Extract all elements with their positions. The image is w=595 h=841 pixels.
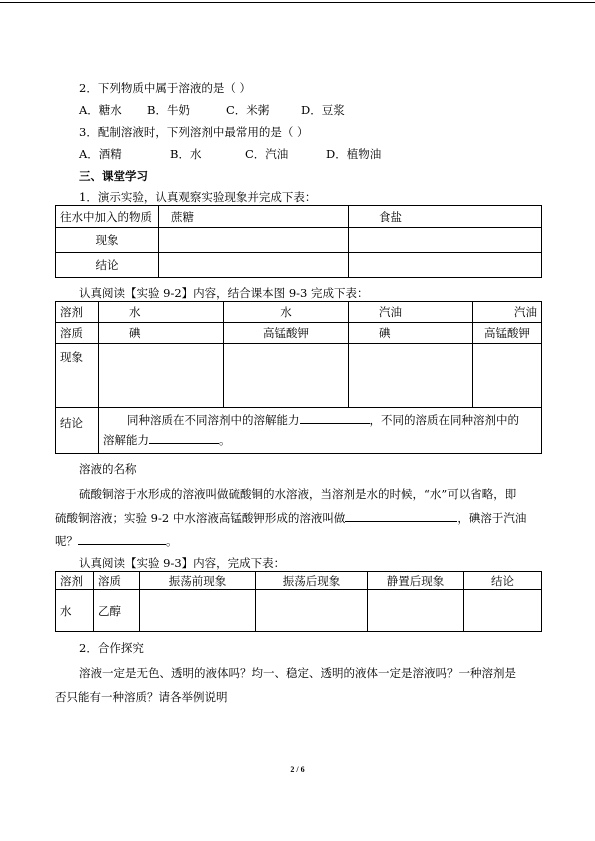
table3-cell[interactable] bbox=[256, 590, 368, 632]
question-3-stem: 3．配制溶液时，下列溶剂中最常用的是（ ） bbox=[79, 125, 309, 139]
table2-conclusion-text-a: 同种溶质在不同溶剂中的溶解能力 bbox=[127, 413, 300, 427]
question-2-option-c: C．米粥 bbox=[226, 103, 270, 117]
table3-cell[interactable] bbox=[464, 590, 542, 632]
table1-cell[interactable] bbox=[159, 253, 349, 278]
table3-header-after: 振荡后现象 bbox=[256, 572, 368, 590]
table1-header-substance: 往水中加入的物质 bbox=[56, 206, 159, 228]
table2-conclusion-label: 结论 bbox=[56, 408, 99, 454]
table3-header-before: 振荡前现象 bbox=[140, 572, 256, 590]
naming-text-d: 。 bbox=[166, 534, 178, 548]
table2-conclusion-text-b: ，不同的溶质在同种溶剂中的 bbox=[369, 413, 519, 427]
table2-solute-label: 溶质 bbox=[56, 323, 99, 344]
table2-cell[interactable] bbox=[349, 344, 473, 408]
header-rule bbox=[0, 2, 595, 3]
cooperation-line-2: 否只能有一种溶质？请各举例说明 bbox=[55, 690, 228, 704]
naming-text-a: 硫酸铜溶液；实验 9-2 中水溶液高锰酸钾形成的溶液叫做 bbox=[55, 511, 346, 525]
question-2-stem: 2．下列物质中属于溶液的是（ ） bbox=[79, 81, 251, 95]
table3-header-solute: 溶质 bbox=[94, 572, 140, 590]
table2-solute-3: 碘 bbox=[349, 323, 473, 344]
table1-cell[interactable] bbox=[349, 253, 542, 278]
table2-cell[interactable] bbox=[99, 344, 224, 408]
blank-3[interactable] bbox=[345, 510, 457, 522]
table2-solute-4: 高锰酸钾 bbox=[473, 323, 542, 344]
question-3-option-d: D．植物油 bbox=[326, 147, 382, 161]
table2-solvent-label: 溶剂 bbox=[56, 302, 99, 323]
table2-solvent-3: 汽油 bbox=[349, 302, 473, 323]
table2-conclusion-end: 。 bbox=[219, 433, 231, 447]
naming-text-b: ，碘溶于汽油 bbox=[457, 511, 527, 525]
table3-header-solvent: 溶剂 bbox=[56, 572, 94, 590]
table1-cell[interactable] bbox=[349, 228, 542, 253]
table3-header-conclusion: 结论 bbox=[464, 572, 542, 590]
section-title: 三、课堂学习 bbox=[79, 169, 148, 183]
table1-row-phenomenon: 现象 bbox=[56, 228, 159, 253]
experiment-9-2-table bbox=[55, 301, 542, 454]
table2-solvent-2: 水 bbox=[224, 302, 349, 323]
table2-solvent-4: 汽油 bbox=[473, 302, 542, 323]
question-2-option-b: B．牛奶 bbox=[147, 103, 190, 117]
table3-header-settled: 静置后现象 bbox=[368, 572, 464, 590]
table1-row-conclusion: 结论 bbox=[56, 253, 159, 278]
task-1-intro: 1．演示实验，认真观察实验现象并完成下表： bbox=[79, 190, 317, 204]
table2-conclusion-text-c: 溶解能力 bbox=[103, 433, 149, 447]
naming-paragraph-line-2 bbox=[55, 510, 526, 525]
read-experiment-9-3: 认真阅读【实验 9-3】内容，完成下表： bbox=[79, 556, 286, 570]
table2-solvent-1: 水 bbox=[99, 302, 224, 323]
blank-4[interactable] bbox=[78, 533, 166, 545]
read-experiment-9-2: 认真阅读【实验 9-2】内容，结合课本图 9-3 完成下表： bbox=[79, 286, 369, 300]
table2-cell[interactable] bbox=[224, 344, 349, 408]
question-3-option-b: B．水 bbox=[170, 147, 202, 161]
table1-cell[interactable] bbox=[159, 228, 349, 253]
page-number: 2 / 6 bbox=[290, 765, 305, 774]
question-3-option-a: A．酒精 bbox=[79, 147, 122, 161]
question-2-option-d: D．豆浆 bbox=[301, 103, 345, 117]
table3-solvent: 水 bbox=[56, 590, 94, 632]
table3-cell[interactable] bbox=[140, 590, 256, 632]
demo-experiment-table bbox=[55, 205, 542, 278]
naming-paragraph-line-3 bbox=[55, 533, 178, 548]
blank-2[interactable] bbox=[149, 432, 219, 444]
table2-phenomenon-label: 现象 bbox=[56, 344, 99, 408]
table3-solute: 乙醇 bbox=[94, 590, 140, 632]
naming-title: 溶液的名称 bbox=[79, 462, 137, 476]
table2-solute-1: 碘 bbox=[99, 323, 224, 344]
table2-solute-2: 高锰酸钾 bbox=[224, 323, 349, 344]
cooperation-line-1: 溶液一定是无色、透明的液体吗？均一、稳定、透明的液体一定是溶液吗？一种溶剂是 bbox=[79, 666, 516, 680]
naming-paragraph-line-1: 硫酸铜溶于水形成的溶液叫做硫酸铜的水溶液，当溶剂是水的时候，“水”可以省略，即 bbox=[79, 487, 517, 501]
table2-cell[interactable] bbox=[473, 344, 542, 408]
question-3-option-c: C．汽油 bbox=[245, 147, 289, 161]
table2-conclusion bbox=[99, 408, 542, 454]
table1-header-sucrose: 蔗糖 bbox=[159, 206, 349, 228]
question-2-option-a: A．糖水 bbox=[79, 103, 122, 117]
naming-text-c: 呢？ bbox=[55, 534, 78, 548]
blank-1[interactable] bbox=[300, 412, 370, 424]
table1-header-salt: 食盐 bbox=[349, 206, 542, 228]
experiment-9-3-table bbox=[55, 571, 542, 632]
table3-cell[interactable] bbox=[368, 590, 464, 632]
cooperation-title: 2．合作探究 bbox=[79, 641, 144, 655]
